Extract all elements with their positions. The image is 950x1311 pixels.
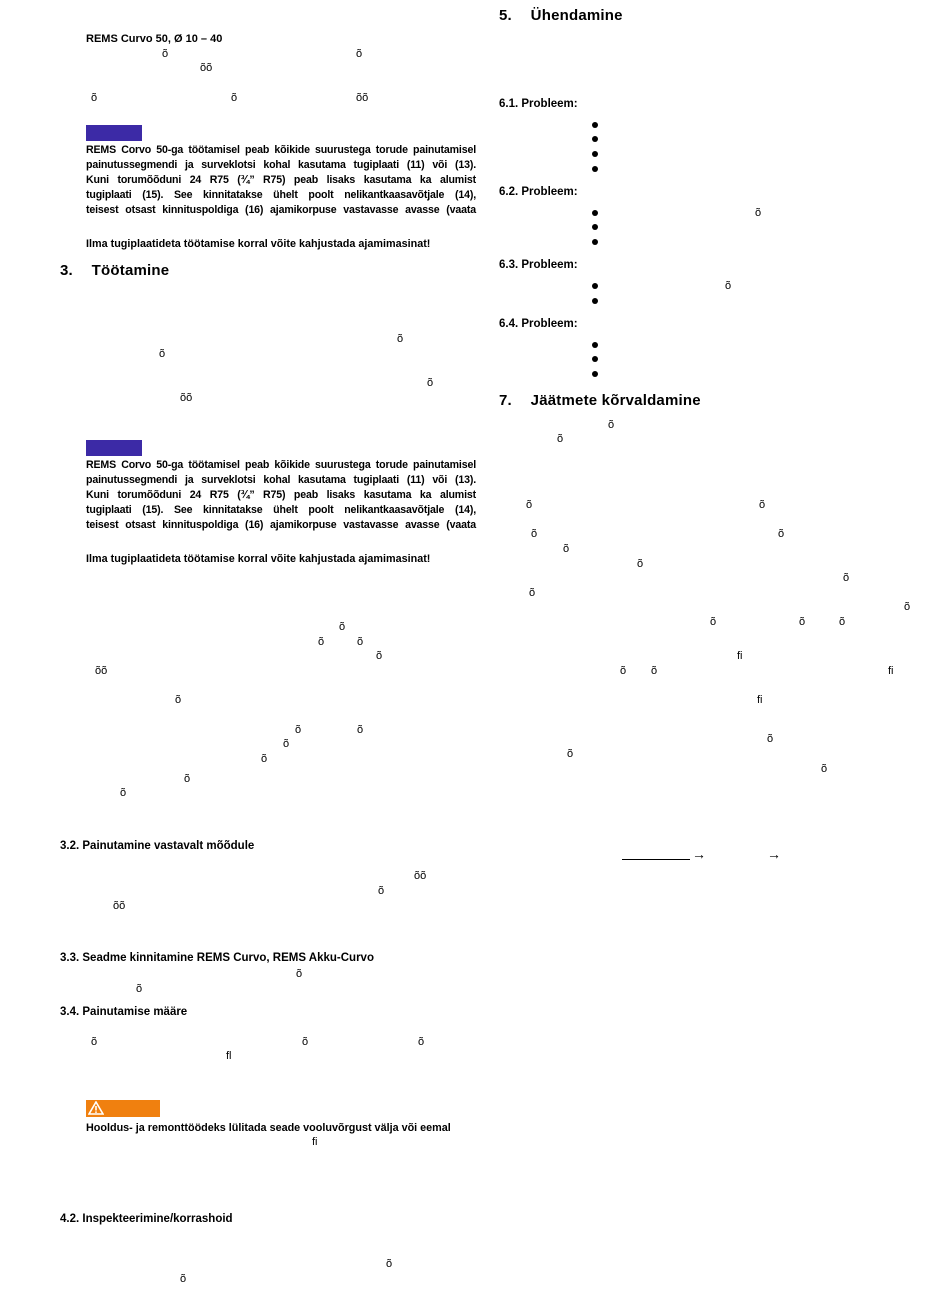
- glyph-o: õ: [91, 1036, 98, 1048]
- glyph-o: õ: [386, 1258, 393, 1270]
- glyph-o: õ: [261, 753, 268, 765]
- section-number: 3.: [60, 262, 73, 279]
- glyph-o: õ: [231, 92, 238, 104]
- warning-line: Kuni torumõõduni 24 R75 (¾” R75) peab lisaks kasutama ka alumist: [86, 488, 476, 501]
- warning-line: painutussegmendi ja surveklotsi kohal kasutama tugiplaati (11) või (13).: [86, 473, 476, 486]
- bullet: [592, 371, 598, 377]
- glyph-o: õ: [136, 983, 143, 995]
- section-title: Töötamine: [91, 262, 170, 279]
- glyph-fi: fi: [312, 1136, 318, 1148]
- warning-paragraph-1: [86, 143, 476, 218]
- glyph-o: õ: [567, 748, 574, 760]
- glyph-o: õ: [397, 333, 404, 345]
- bullet: [592, 342, 598, 348]
- glyph-o: õ: [767, 733, 774, 745]
- glyph-o: õ: [180, 1273, 187, 1285]
- glyph-o: õ: [799, 616, 806, 628]
- warning-triangle-icon: [88, 1101, 104, 1115]
- bullet: [592, 356, 598, 362]
- glyph-o: õ: [418, 1036, 425, 1048]
- curvo-spec: REMS Curvo 50, Ø 10 – 40: [86, 33, 223, 45]
- glyph-fi: fi: [737, 650, 743, 662]
- glyph-o: õ: [120, 787, 127, 799]
- glyph-o: õ: [376, 650, 383, 662]
- glyph-oo: õõ: [356, 92, 369, 104]
- glyph-o: õ: [904, 601, 911, 613]
- warning-line: tugiplaati (15). See kinnitatakse ühelt poolt nelikantkaasavõtjale (14),: [86, 503, 476, 516]
- glyph-o: õ: [159, 348, 166, 360]
- arrow-right-icon: →: [767, 846, 781, 862]
- caution-bar: [86, 1100, 160, 1117]
- section-number: 5.: [499, 7, 512, 24]
- glyph-o: õ: [318, 636, 325, 648]
- glyph-o: õ: [821, 763, 828, 775]
- glyph-o: õ: [356, 48, 363, 60]
- glyph-o: õ: [563, 543, 570, 555]
- glyph-o: õ: [378, 885, 385, 897]
- bullet: [592, 224, 598, 230]
- glyph-o: õ: [184, 773, 191, 785]
- glyph-o: õ: [531, 528, 538, 540]
- glyph-o: õ: [162, 48, 169, 60]
- glyph-o: õ: [755, 207, 762, 219]
- bullet: [592, 166, 598, 172]
- bullet: [592, 239, 598, 245]
- glyph-fl: fl: [226, 1050, 232, 1062]
- bullet: [592, 210, 598, 216]
- glyph-o: õ: [339, 621, 346, 633]
- warning-line: REMS Corvo 50-ga töötamisel peab kõikide suurustega torude painutamisel: [86, 459, 476, 471]
- problem-6-1: 6.1. Probleem:: [499, 98, 578, 110]
- section-title: Ühendamine: [530, 7, 623, 24]
- underline-rule: [622, 859, 690, 860]
- warning-note-2: Ilma tugiplaatideta töötamise korral võite kahjustada ajamimasinat!: [86, 553, 431, 565]
- glyph-oo: õõ: [180, 392, 193, 404]
- bullet: [592, 283, 598, 289]
- glyph-o: õ: [526, 499, 533, 511]
- section-5-heading: [499, 7, 623, 24]
- glyph-o: õ: [620, 665, 627, 677]
- glyph-fi: fi: [888, 665, 894, 677]
- glyph-o: õ: [295, 724, 302, 736]
- glyph-o: õ: [651, 665, 658, 677]
- glyph-o: õ: [357, 636, 364, 648]
- problem-6-2: 6.2. Probleem:: [499, 186, 578, 198]
- glyph-o: õ: [710, 616, 717, 628]
- warning-note-1: Ilma tugiplaatideta töötamise korral võite kahjustada ajamimasinat!: [86, 238, 431, 250]
- caution-text: Hooldus- ja remonttöödeks lülitada seade vooluvõrgust välja või eemal: [86, 1122, 451, 1134]
- glyph-o: õ: [637, 558, 644, 570]
- glyph-o: õ: [427, 377, 434, 389]
- glyph-o: õ: [725, 280, 732, 292]
- bullet: [592, 298, 598, 304]
- warning-line: painutussegmendi ja surveklotsi kohal kasutama tugiplaati (11) või (13).: [86, 158, 476, 171]
- warning-line: tugiplaati (15). See kinnitatakse ühelt poolt nelikantkaasavõtjale (14),: [86, 188, 476, 201]
- glyph-o: õ: [91, 92, 98, 104]
- section-3-3-heading: 3.3. Seadme kinnitamine REMS Curvo, REMS Akku-Curvo: [60, 952, 374, 964]
- glyph-o: õ: [529, 587, 536, 599]
- problem-6-4: 6.4. Probleem:: [499, 318, 578, 330]
- glyph-oo: õõ: [200, 62, 213, 74]
- glyph-oo: õõ: [95, 665, 108, 677]
- section-3-heading: [60, 262, 169, 279]
- glyph-o: õ: [759, 499, 766, 511]
- glyph-o: õ: [843, 572, 850, 584]
- bullet: [592, 151, 598, 157]
- section-4-2-heading: 4.2. Inspekteerimine/korrashoid: [60, 1213, 233, 1225]
- warning-bar: [86, 125, 142, 141]
- arrow-right-icon: →: [692, 846, 706, 862]
- section-3-4-heading: 3.4. Painutamise määre: [60, 1006, 188, 1018]
- glyph-o: õ: [357, 724, 364, 736]
- warning-line: Kuni torumõõduni 24 R75 (¾” R75) peab lisaks kasutama ka alumist: [86, 173, 476, 186]
- warning-line: teisest otsast kinnituspoldiga (16) ajamikorpuse vastavasse avasse (vaata: [86, 518, 476, 531]
- glyph-o: õ: [778, 528, 785, 540]
- glyph-o: õ: [175, 694, 182, 706]
- section-7-heading: [499, 392, 701, 409]
- bullet: [592, 122, 598, 128]
- section-title: Jäätmete kõrvaldamine: [530, 392, 701, 409]
- warning-line: teisest otsast kinnituspoldiga (16) ajamikorpuse vastavasse avasse (vaata: [86, 203, 476, 216]
- bullet: [592, 136, 598, 142]
- glyph-oo: õõ: [414, 870, 427, 882]
- glyph-o: õ: [839, 616, 846, 628]
- section-number: 7.: [499, 392, 512, 409]
- warning-paragraph-2: [86, 458, 476, 533]
- warning-bar: [86, 440, 142, 456]
- glyph-o: õ: [283, 738, 290, 750]
- warning-line: REMS Corvo 50-ga töötamisel peab kõikide suurustega torude painutamisel: [86, 144, 476, 156]
- glyph-oo: õõ: [113, 900, 126, 912]
- glyph-o: õ: [296, 968, 303, 980]
- section-3-2-heading: 3.2. Painutamine vastavalt mõõdule: [60, 840, 255, 852]
- glyph-fi: fi: [757, 694, 763, 706]
- glyph-o: õ: [302, 1036, 309, 1048]
- glyph-o: õ: [557, 433, 564, 445]
- problem-6-3: 6.3. Probleem:: [499, 259, 578, 271]
- glyph-o: õ: [608, 419, 615, 431]
